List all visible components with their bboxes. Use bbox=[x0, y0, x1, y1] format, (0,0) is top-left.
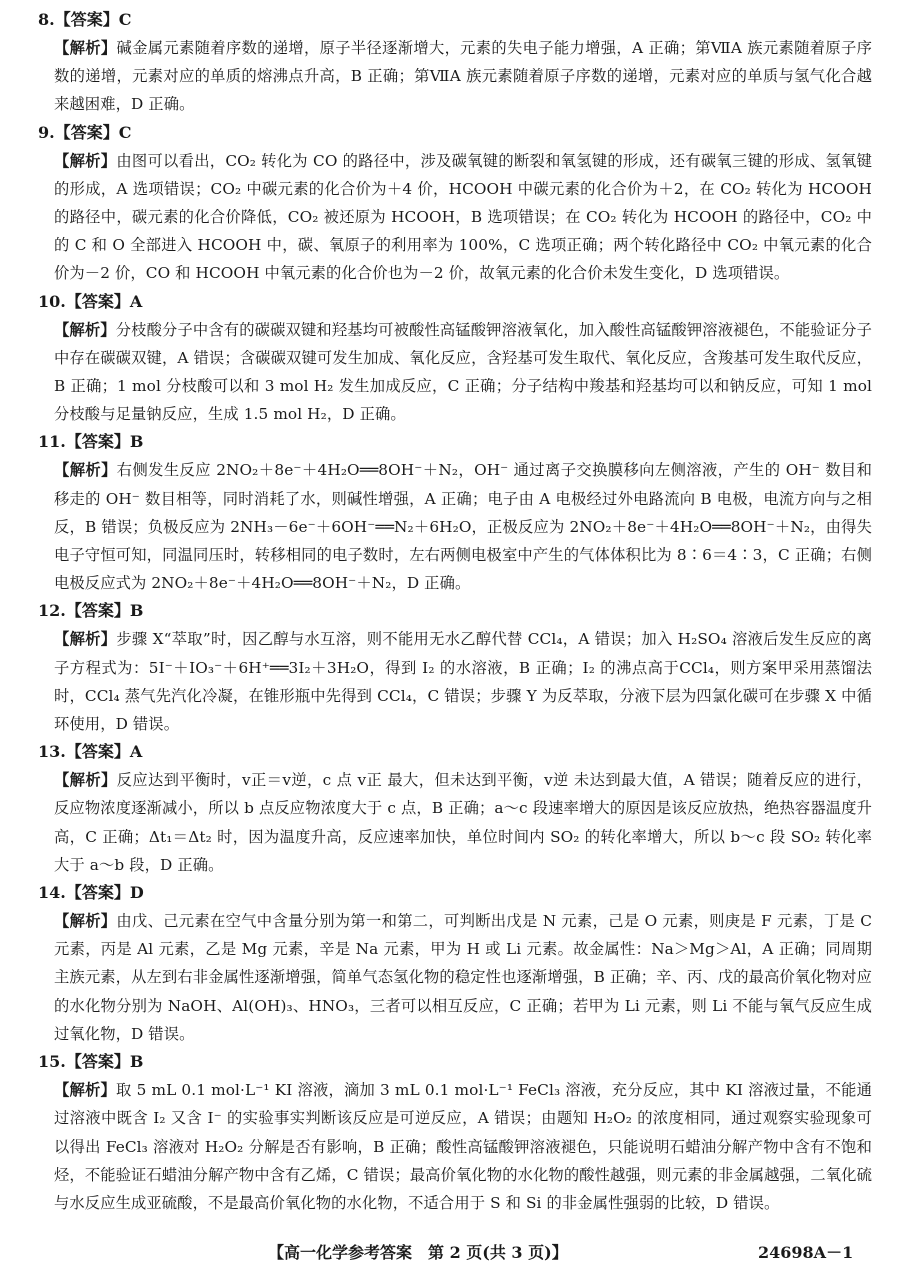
explanation-tag: 【解析】 bbox=[54, 320, 116, 339]
question-11 bbox=[30, 428, 872, 597]
question-13 bbox=[30, 738, 872, 879]
explanation-text: 由戊、己元素在空气中含量分别为第一和第二，可判断出戊是 N 元素，己是 O 元素，则庚是 F 元素，丁是 C 元素，丙是 Al 元素，乙是 Mg 元素，辛是 Na 元素，甲为 H 或 Li 元素。故金属性：Na＞Mg＞Al，A 正确；同周期主族元素，从左到右非金属性逐渐增强，简单气态氢化物的稳定性也逐渐增强，B 正确；辛、丙、戊的最高价氧化物对应的水化物分别为 NaOH、Al(OH)₃、HNO₃，三者可以相互反应，C 正确；若甲为 Li 元素，则 Li 不能与氧气反应生成过氧化物，D 错误。 bbox=[54, 912, 872, 1043]
explanation bbox=[54, 316, 872, 429]
answer-line: 12.【答案】B bbox=[38, 601, 144, 621]
answer-line: 15.【答案】B bbox=[38, 1052, 144, 1072]
question-15 bbox=[30, 1048, 872, 1217]
explanation-tag: 【解析】 bbox=[54, 461, 117, 480]
explanation-tag: 【解析】 bbox=[54, 912, 117, 931]
answer-line: 14.【答案】D bbox=[38, 883, 144, 903]
explanation-text: 右侧发生反应 2NO₂＋8e⁻＋4H₂O══8OH⁻＋N₂，OH⁻ 通过离子交换膜移向左侧溶液，产生的 OH⁻ 数目和移走的 OH⁻ 数目相等，同时消耗了水，则碱性增强，A 正确；电子由 A 电极经过外电路流向 B 电极，电流方向与之相反，B 错误；负极反应为 2NH₃－6e⁻＋6OH⁻══N₂＋6H₂O，正极反应为 2NO₂＋8e⁻＋4H₂O══8OH⁻＋N₂，由得失电子守恒可知，同温同压时，转移相同的电子数时，左右两侧电极室中产生的气体体积比为 8∶6＝4∶3，C 正确；右侧电极反应式为 2NO₂＋8e⁻＋4H₂O══8OH⁻＋N₂，D 正确。 bbox=[54, 461, 872, 593]
explanation bbox=[54, 456, 872, 597]
explanation-tag: 【解析】 bbox=[54, 1081, 117, 1100]
explanation-text: 由图可以看出，CO₂ 转化为 CO 的路径中，涉及碳氧键的断裂和氧氢键的形成，还有碳氧三键的形成、氢氧键的形成，A 选项错误；CO₂ 中碳元素的化合价为＋4 价，HCOOH 中碳元素的化合价为＋2，在 CO₂ 转化为 HCOOH 的路径中，碳元素的化合价降低，CO₂ 被还原为 HCOOH，B 选项错误；在 CO₂ 转化为 HCOOH 的路径中，CO₂ 中的 C 和 O 全部进入 HCOOH 中，碳、氧原子的利用率为 100%，C 选项正确；两个转化路径中 CO₂ 中氧元素的化合价为－2 价，CO 和 HCOOH 中氧元素的化合价也为－2 价，故氧元素的化合价未发生变化，D 选项错误。 bbox=[54, 151, 872, 283]
footer-title: 【高一化学参考答案 第 2 页(共 3 页)】 bbox=[268, 1243, 568, 1262]
page-footer bbox=[0, 1236, 900, 1266]
explanation-text: 碱金属元素随着序数的递增，原子半径逐渐增大，元素的失电子能力增强，A 正确；第ⅦA 族元素随着原子序数的递增，元素对应的单质的熔沸点升高，B 正确；第ⅦA 族元素随着原子序数的递增，元素对应的单质与氢气化合越来越困难，D 正确。 bbox=[54, 39, 873, 114]
explanation bbox=[54, 625, 872, 738]
explanation-tag: 【解析】 bbox=[54, 151, 117, 170]
explanation-tag: 【解析】 bbox=[54, 630, 117, 649]
explanation bbox=[54, 147, 872, 288]
answer-line: 10.【答案】A bbox=[38, 291, 143, 311]
explanation-tag: 【解析】 bbox=[54, 771, 117, 790]
explanation bbox=[54, 907, 872, 1048]
question-14 bbox=[30, 879, 872, 1048]
question-9 bbox=[30, 119, 872, 288]
explanation-text: 步骤 X“萃取”时，因乙醇与水互溶，则不能用无水乙醇代替 CCl₄，A 错误；加入 H₂SO₄ 溶液后发生反应的离子方程式为：5I⁻＋IO₃⁻＋6H⁺══3I₂＋3H₂O，得到 I₂ 的水溶液，B 正确；I₂ 的沸点高于CCl₄，则方案甲采用蒸馏法时，CCl₄ 蒸气先汽化冷凝，在锥形瓶中先得到 CCl₄，C 错误；步骤 Y 为反萃取，分液下层为四氯化碳可在步骤 X 中循环使用，D 错误。 bbox=[54, 630, 872, 734]
explanation bbox=[54, 34, 872, 119]
answer-list bbox=[30, 6, 872, 1217]
explanation-tag: 【解析】 bbox=[54, 39, 117, 57]
explanation-text: 取 5 mL 0.1 mol·L⁻¹ KI 溶液，滴加 3 mL 0.1 mol·L⁻¹ FeCl₃ 溶液，充分反应，其中 KI 溶液过量，不能通过溶液中既含 I₂ 又含 I⁻ 的实验事实判断该反应是可逆反应，A 错误；由题知 H₂O₂ 的浓度相同，通过观察实验现象可以得出 FeCl₃ 溶液对 H₂O₂ 分解是否有影响，B 正确；酸性高锰酸钾溶液褪色，只能说明石蜡油分解产物中含有不饱和烃，不能验证石蜡油分解产物中含有乙烯，C 错误；最高价氧化物的水化物的酸性越强，则元素的非金属越强，二氧化硫与水反应生成亚硫酸，不是最高价氧化物的水化物，不适合用于 S 和 Si 的非金属性强弱的比较，D 错误。 bbox=[54, 1081, 872, 1212]
explanation bbox=[54, 1076, 872, 1217]
footer-code: 24698A－1 bbox=[758, 1243, 854, 1262]
explanation bbox=[54, 766, 872, 879]
question-12 bbox=[30, 597, 872, 738]
explanation-text: 反应达到平衡时，v正＝v逆，c 点 v正 最大，但未达到平衡，v逆 未达到最大值，A 错误；随着反应的进行，反应物浓度逐渐减小，所以 b 点反应物浓度大于 c 点，B 正确；a～c 段速率增大的原因是该反应放热，绝热容器温度升高，C 正确；Δt₁＝Δt₂ 时，因为温度升高，反应速率加快，单位时间内 SO₂ 的转化率增大，所以 b～c 段 SO₂ 转化率大于 a～b 段，D 正确。 bbox=[54, 771, 872, 874]
explanation-text: 分枝酸分子中含有的碳碳双键和羟基均可被酸性高锰酸钾溶液氧化，加入酸性高锰酸钾溶液褪色，不能验证分子中存在碳碳双键，A 错误；含碳碳双键可发生加成、氧化反应，含羟基可发生取代、氧化反应，含羧基可发生取代反应，B 正确；1 mol 分枝酸可以和 3 mol H₂ 发生加成反应，C 正确；分子结构中羧基和羟基均可以和钠反应，可知 1 mol 分枝酸与足量钠反应，生成 1.5 mol H₂，D 正确。 bbox=[54, 320, 873, 424]
answer-line: 11.【答案】B bbox=[38, 432, 144, 452]
question-10 bbox=[30, 288, 872, 429]
answer-line: 9.【答案】C bbox=[38, 122, 132, 142]
question-8 bbox=[30, 6, 872, 119]
answer-line: 13.【答案】A bbox=[38, 742, 143, 762]
answer-line: 8.【答案】C bbox=[38, 10, 132, 29]
